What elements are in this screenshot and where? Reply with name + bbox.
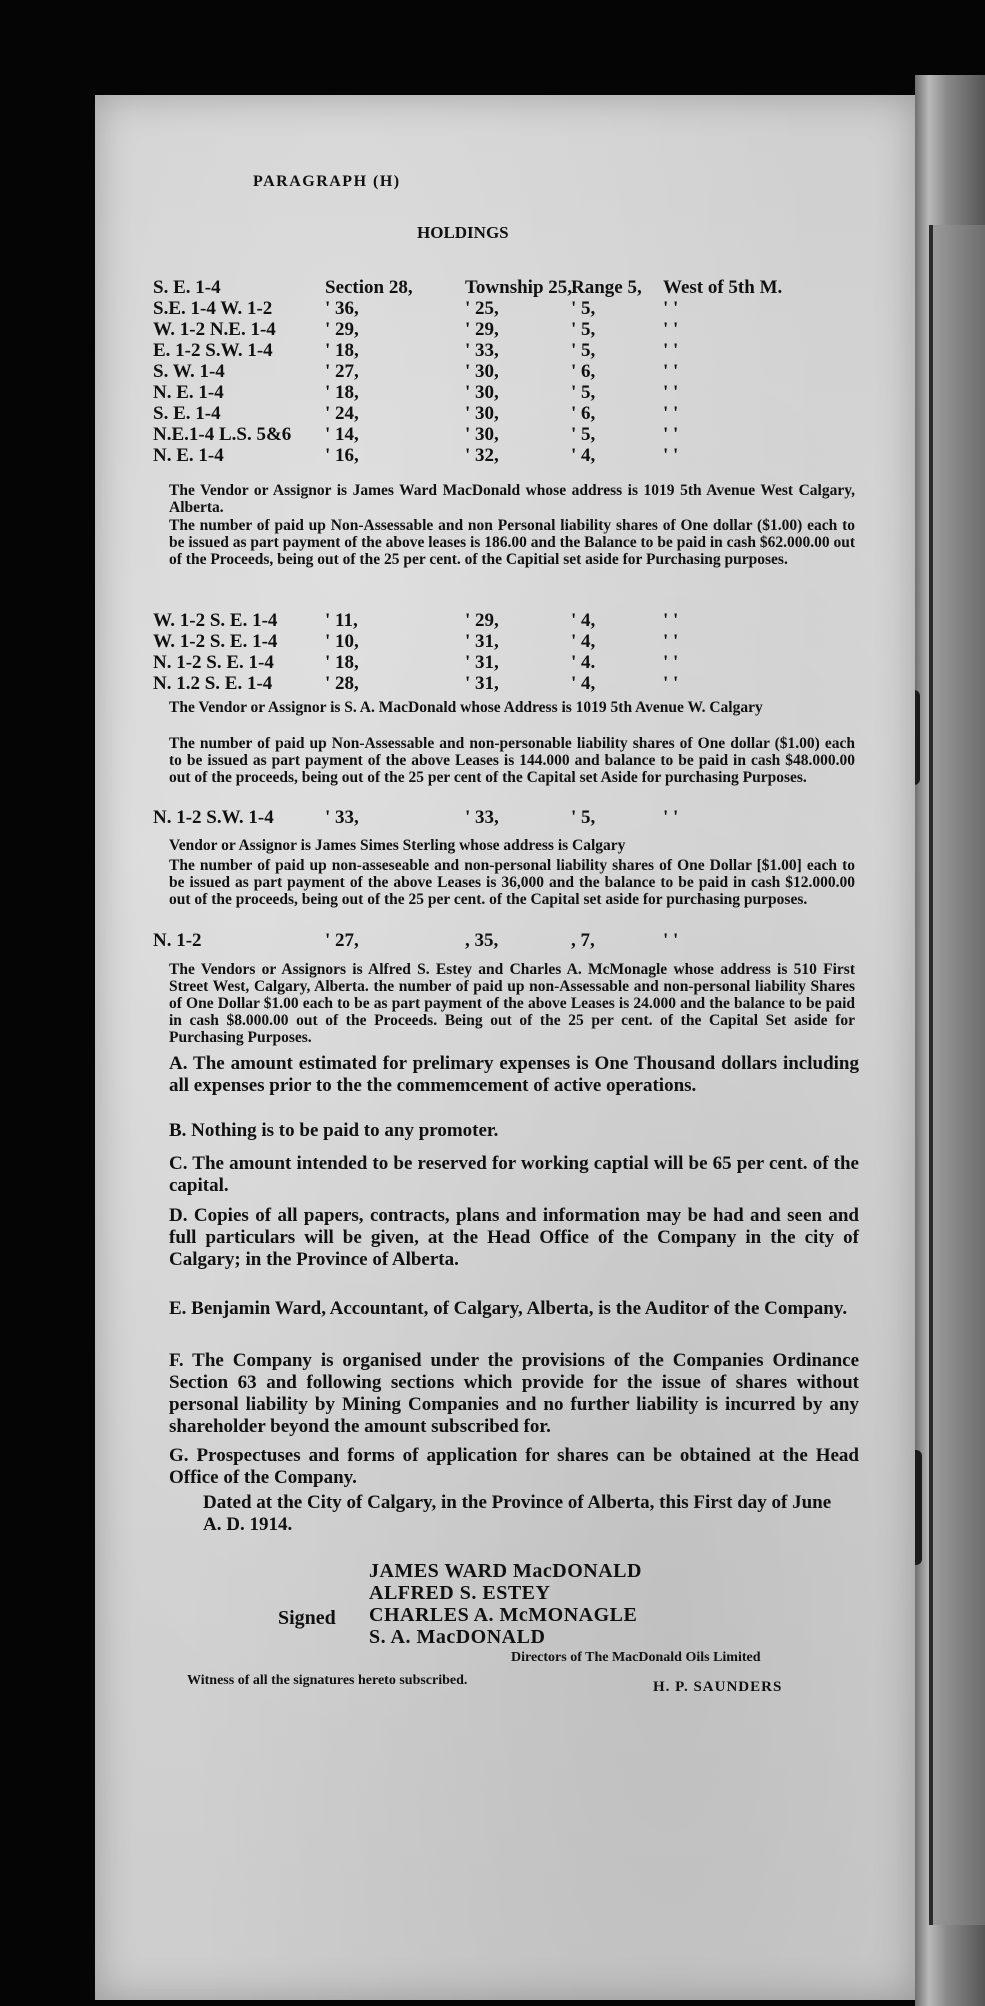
holding-cell: ' ' [663, 652, 679, 673]
holding-cell: ' 33, [465, 340, 499, 361]
holding-cell: ' ' [663, 319, 679, 340]
holding-cell: ' 33, [465, 807, 499, 828]
adjacent-page-edge [915, 75, 985, 2006]
holding-cell: ' 28, [325, 673, 359, 694]
holding-cell: ' 4, [571, 673, 596, 694]
holding-cell: ' 29, [465, 319, 499, 340]
signatories [369, 1560, 642, 1648]
holding-cell: Range 5, [571, 277, 642, 298]
clause-a: A. The amount estimated for prelimary expenses is One Thousand dollars including all expenses prior to the the commemcement of active operations. [169, 1053, 859, 1096]
holding-cell: ' 36, [325, 298, 359, 319]
holding-cell: ' 30, [465, 403, 499, 424]
witness-name: H. P. SAUNDERS [653, 1679, 783, 1695]
paragraph-heading: PARAGRAPH (H) [253, 173, 401, 190]
holding-cell: ' 31, [465, 631, 499, 652]
holding-cell: N.E.1-4 L.S. 5&6 [153, 424, 292, 445]
holding-cell: ' ' [663, 298, 679, 319]
shares-3: The number of paid up non-asseseable and non-personal liability shares of One Dollar [$1.00] each to be issued as part payment of the above Leases is 36,000 and the balance to be paid in cash $12.000.00 out of the proceeds, being out of the 25 per cent. of the Capital set aside for purchasing purposes. [169, 857, 855, 908]
holding-cell: Township 25, [465, 277, 573, 298]
holding-cell: N. 1-2 S.W. 1-4 [153, 807, 274, 828]
holding-cell: ' 10, [325, 631, 359, 652]
vendor-3: Vendor or Assignor is James Simes Sterling whose address is Calgary [169, 837, 626, 854]
holding-cell: ' 32, [465, 445, 499, 466]
holding-cell: ' 18, [325, 652, 359, 673]
holding-cell: ' 5, [571, 319, 596, 340]
holding-cell: ' 30, [465, 361, 499, 382]
holding-cell: N. E. 1-4 [153, 445, 224, 466]
clause-d: D. Copies of all papers, contracts, plans and information may be had and seen and full particulars will be given, at the Head Office of the Company in the city of Calgary; in the Province of Alberta. [169, 1205, 859, 1270]
holding-cell: ' ' [663, 631, 679, 652]
clause-e: E. Benjamin Ward, Accountant, of Calgary, Alberta, is the Auditor of the Company. [169, 1298, 848, 1319]
holding-cell: ' ' [663, 930, 679, 951]
signatory: JAMES WARD MacDONALD [369, 1560, 642, 1582]
holding-cell: S. E. 1-4 [153, 277, 221, 298]
holding-cell: S. E. 1-4 [153, 403, 221, 424]
holding-cell: W. 1-2 S. E. 1-4 [153, 631, 278, 652]
holding-cell: , 7, [571, 930, 595, 951]
holding-cell: ' 31, [465, 673, 499, 694]
holding-cell: ' 16, [325, 445, 359, 466]
holding-cell: ' 5, [571, 340, 596, 361]
holding-cell: N. E. 1-4 [153, 382, 224, 403]
holding-cell: ' 6, [571, 403, 596, 424]
holding-cell: ' 27, [325, 930, 359, 951]
holding-cell: ' ' [663, 673, 679, 694]
holding-cell: ' ' [663, 340, 679, 361]
holding-cell: ' ' [663, 403, 679, 424]
holding-cell: W. 1-2 S. E. 1-4 [153, 610, 278, 631]
holding-cell: ' 4, [571, 631, 596, 652]
holding-cell: ' ' [663, 610, 679, 631]
holding-cell: S. W. 1-4 [153, 361, 225, 382]
holding-cell: ' 30, [465, 424, 499, 445]
holding-cell: ' 5, [571, 807, 596, 828]
holding-cell: S.E. 1-4 W. 1-2 [153, 298, 273, 319]
signatory: CHARLES A. McMONAGLE [369, 1604, 638, 1626]
holding-cell: ' 4, [571, 445, 596, 466]
holding-cell: ' 29, [325, 319, 359, 340]
holding-cell: N. 1.2 S. E. 1-4 [153, 673, 273, 694]
holding-cell: ' ' [663, 445, 679, 466]
clause-f: F. The Company is organised under the provisions of the Companies Ordinance Section 63 and following sections which provide for the issue of shares without personal liability by Mining Companies and no further liability is incurred by any shareholder beyond the amount subscribed for. [169, 1350, 859, 1437]
holding-cell: ' 18, [325, 382, 359, 403]
holding-cell: N. 1-2 S. E. 1-4 [153, 652, 274, 673]
signed-label: Signed [278, 1607, 336, 1629]
holding-cell: N. 1-2 [153, 930, 202, 951]
holding-cell: ' 14, [325, 424, 359, 445]
holding-cell: ' 4. [571, 652, 596, 673]
holding-cell: ' 24, [325, 403, 359, 424]
document-page [95, 95, 915, 2000]
holding-cell: ' 11, [325, 610, 358, 631]
signatory: ALFRED S. ESTEY [369, 1582, 551, 1604]
signatory: S. A. MacDONALD [369, 1626, 546, 1648]
vendor-2: The Vendor or Assignor is S. A. MacDonald whose Address is 1019 5th Avenue W. Calgary [169, 699, 763, 716]
shares-2: The number of paid up Non-Assessable and non-personable liability shares of One dollar ($1.00) each to be issued as part payment of the above Leases is 144.000 and balance to be paid in cash $48.000.00 out of the proceeds, being out of the 25 per cent of the Capital set Aside for purchasing Purposes. [169, 735, 855, 786]
holding-cell: ' ' [663, 382, 679, 403]
holding-cell: ' 25, [465, 298, 499, 319]
clause-b: B. Nothing is to be paid to any promoter. [169, 1120, 499, 1141]
shares-1: The number of paid up Non-Assessable and non Personal liability shares of One dollar ($1.00) each to be issued as part payment of the above leases is 186.00 and the Balance to be paid in cash $62.000.00 out of the Proceeds, being out of the 25 per cent. of the Capitial set aside for Purchasing purposes. [169, 517, 855, 568]
holding-cell: E. 1-2 S.W. 1-4 [153, 340, 273, 361]
holding-cell: ' 5, [571, 382, 596, 403]
vendor-4: The Vendors or Assignors is Alfred S. Estey and Charles A. McMonagle whose address is 510 First Street West, Calgary, Alberta. the number of paid up non-Assessable and non-personal liability Shares of One Dollar $1.00 each to be as part payment of the above Leases is 24.000 and the balance to be paid in cash $8.000.00 out of the Proceeds. Being out of the 25 per cent. of the Capital Set aside for Purchasing Purposes. [169, 961, 855, 1046]
holding-cell: Section 28, [325, 277, 413, 298]
clause-g: G. Prospectuses and forms of application for shares can be obtained at the Head Office of the Company. [169, 1445, 859, 1488]
holding-cell: ' ' [663, 807, 679, 828]
holding-cell: ' 31, [465, 652, 499, 673]
holdings-title: HOLDINGS [417, 223, 509, 242]
holding-cell: ' 18, [325, 340, 359, 361]
holding-cell: ' 30, [465, 382, 499, 403]
holding-cell: W. 1-2 N.E. 1-4 [153, 319, 276, 340]
holding-cell: ' ' [663, 424, 679, 445]
holding-cell: ' 27, [325, 361, 359, 382]
directors-line: Directors of The MacDonald Oils Limited [511, 1650, 761, 1665]
holding-cell: ' 5, [571, 298, 596, 319]
holding-cell: West of 5th M. [663, 277, 783, 298]
dated-line: Dated at the City of Calgary, in the Province of Alberta, this First day of June A. D. 1914. [203, 1492, 832, 1535]
holding-cell: ' 5, [571, 424, 596, 445]
clause-c: C. The amount intended to be reserved for working captial will be 65 per cent. of the capital. [169, 1153, 859, 1196]
holding-cell: ' 6, [571, 361, 596, 382]
holding-cell: , 35, [465, 930, 499, 951]
holding-cell: ' 4, [571, 610, 596, 631]
holding-cell: ' 29, [465, 610, 499, 631]
holding-cell: ' 33, [325, 807, 359, 828]
vendor-1: The Vendor or Assignor is James Ward MacDonald whose address is 1019 5th Avenue West Calgary, Alberta. [169, 482, 855, 516]
witness-line: Witness of all the signatures hereto subscribed. [187, 1673, 468, 1688]
holding-cell: ' ' [663, 361, 679, 382]
